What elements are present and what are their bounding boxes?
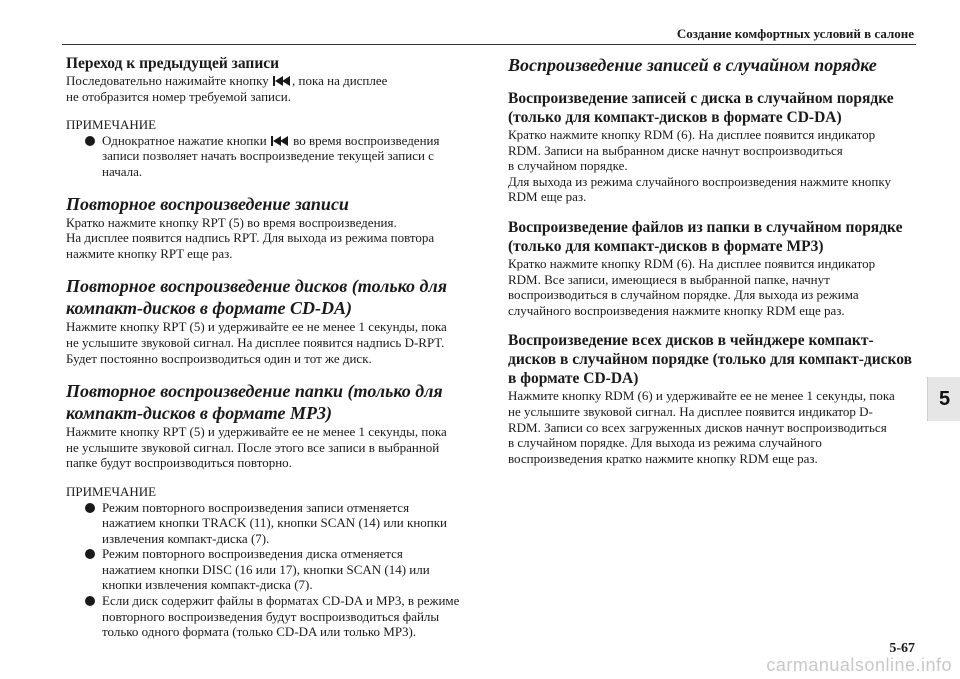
random-changer-heading: Воспроизведение всех дисков в чейнджере компакт- дисков в случайном порядке (только для компакт-дисков в формате CD-DA)	[508, 332, 913, 388]
note-item: Режим повторного воспроизведения диска отменяется нажатием кнопки DISC (16 или 17), кнопки SCAN (14) или кнопки извлечения компакт-диска (7).	[82, 546, 480, 593]
note-title: ПРИМЕЧАНИЕ	[66, 117, 157, 133]
repeat-track-text: Кратко нажмите кнопку RPT (5) во время воспроизведения. На дисплее появится надпись RPT. Для выхода из режима повтора нажмите кнопку RPT еще раз.	[66, 214, 435, 261]
note-title: ПРИМЕЧАНИЕ	[66, 483, 157, 499]
watermark: carmanualsonline.info	[766, 655, 952, 675]
bullet-icon	[85, 503, 95, 513]
random-disc-text: Кратко нажмите кнопку RDM (6). На дисплее появится индикатор RDM. Записи на выбранном диске начнут воспроизводиться в случайном порядке. Для выхода из режима случайного воспроизведения нажмите кнопку RDM еще раз.	[508, 127, 892, 205]
prev-track-text: Последовательно нажимайте кнопку , пока на дисплее не отобразится номер требуемой записи.	[66, 73, 388, 104]
left-column	[66, 54, 480, 640]
repeat-disc-text: Нажмите кнопку RPT (5) и удерживайте ее не менее 1 секунды, пока не услышите звуковой сигнал. На дисплее появится надпись D-RPT. Будет постоянно воспроизводиться один и тот же диск.	[66, 319, 447, 366]
note-list	[66, 133, 480, 180]
prev-track-heading: Переход к предыдущей записи	[66, 55, 280, 72]
repeat-folder-heading: Повторное воспроизведение папки (только для компакт-дисков в формате MP3)	[66, 381, 443, 424]
page-number: 5-67	[889, 641, 915, 656]
bullet-icon	[85, 136, 95, 146]
random-disc-heading: Воспроизведение записей с диска в случайном порядке (только для компакт-дисков в формате CD-DA)	[508, 90, 894, 126]
skip-back-icon	[271, 136, 289, 146]
note-item: Если диск содержит файлы в форматах CD-DA и MP3, в режиме повторного воспроизведения будут воспроизводиться файлы только одного формата (только CD-DA или только MP3).	[82, 593, 480, 640]
header-rule	[62, 44, 916, 45]
repeat-folder-text: Нажмите кнопку RPT (5) и удерживайте ее не менее 1 секунды, пока не услышите звуковой сигнал. После этого все записи в выбранной папке будут воспроизводиться повторно.	[66, 424, 447, 471]
running-header: Создание комфортных условий в салоне	[676, 26, 914, 41]
random-folder-heading: Воспроизведение файлов из папки в случайном порядке (только для компакт-дисков в формате MP3)	[508, 218, 903, 255]
random-play-heading: Воспроизведение записей в случайном порядке	[508, 55, 877, 75]
note-list	[66, 500, 480, 640]
repeat-track-heading: Повторное воспроизведение записи	[66, 193, 349, 214]
note-item: Режим повторного воспроизведения записи отменяется нажатием кнопки TRACK (11), кнопки SCAN (14) или кнопки извлечения компакт-диска (7).	[82, 500, 480, 547]
bullet-icon	[85, 596, 95, 606]
note-item: Однократное нажатие кнопки во время воспроизведения записи позволяет начать воспроизведение текущей записи с начала.	[82, 133, 480, 180]
chapter-tab: 5	[927, 377, 960, 421]
random-folder-text: Кратко нажмите кнопку RDM (6). На дисплее появится индикатор RDM. Все записи, имеющиеся в выбранной папке, начнут воспроизводиться в случайном порядке. Для выхода из режима случайного воспроизведения нажмите кнопку RDM еще раз.	[508, 255, 876, 318]
bullet-icon	[85, 549, 95, 559]
random-changer-text: Нажмите кнопку RDM (6) и удерживайте ее не менее 1 секунды, пока не услышите звуковой сигнал. На дисплее появится индикатор D- RDM. Записи со всех загруженных дисков начнут воспроизводиться в случайном порядке. Для выхода из режима случайного воспроизведения кратко нажмите кнопку RDM еще раз.	[508, 388, 895, 466]
repeat-disc-heading: Повторное воспроизведение дисков (только для компакт-дисков в формате CD-DA)	[66, 276, 447, 319]
right-column	[508, 54, 922, 466]
skip-back-icon	[273, 76, 291, 86]
